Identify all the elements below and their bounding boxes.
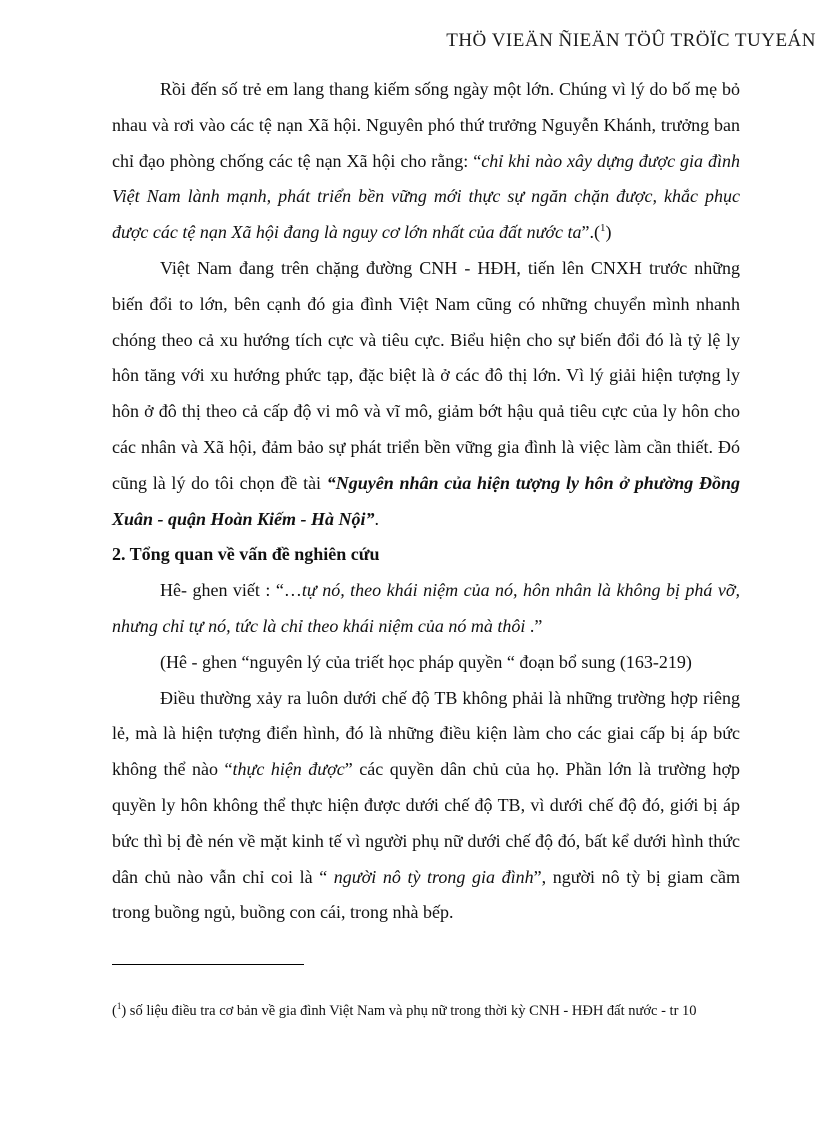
- text-span: ”, người nô tỳ bị giam cầm trong buồng ngủ, buồng con cái, trong nhà bếp.: [112, 866, 740, 923]
- text-span: Điều thường xảy ra luôn dưới chế độ TB không phải là những trường hợp riêng lẻ, mà là hiện tượng điển hình, đó là những điều kiện làm cho các giai cấp bị áp bức không thể nào “: [112, 687, 740, 780]
- text-span: .”: [525, 615, 543, 636]
- text-span: Việt Nam đang trên chặng đường CNH - HĐH, tiến lên CNXH trước những biến đổi to lớn, bên cạnh đó gia đình Việt Nam cũng có những chuyển mình nhanh chóng theo cả xu hướng tích cực và tiêu cực. Biểu hiện cho sự biến đổi đó là tỷ lệ ly hôn tăng với xu hướng phức tạp, đặc biệt là ở các đô thị lớn. Vì lý giải hiện tượng ly hôn ở đô thị theo cả cấp độ vi mô và vĩ mô, giảm bớt hậu quả tiêu cực của ly hôn cho các nhân và Xã hội, đảm bảo sự phát triển bền vững gia đình là việc làm cần thiết. Đó cũng là lý do tôi chọn đề tài: [112, 257, 740, 493]
- text-span: ” các quyền dân chủ của họ. Phần lớn là trường hợp quyền ly hôn không thể thực hiện được dưới chế độ TB, vì dưới chế độ đó, giới bị áp bức thì bị đè nén về mặt kinh tế vì người phụ nữ dưới chế độ đó, bất kể dưới hình thức dân chủ nào vẫn chỉ coi là “: [112, 759, 741, 887]
- section-heading: 2. Tổng quan về vấn đề nghiên cứu: [112, 544, 380, 565]
- emphasis-italic: người nô tỳ trong gia đình: [333, 866, 534, 887]
- footnote-text: ) số liệu điều tra cơ bản về gia đình Việt Nam và phụ nữ trong thời kỳ CNH - HĐH đất nước - tr 10: [121, 1003, 697, 1019]
- footnote: [112, 1000, 744, 1022]
- quote-italic: tự nó, theo khái niệm của nó, hôn nhân là không bị phá vỡ, nhưng chỉ tự nó, tức là chỉ theo khái niệm của nó mà thôi: [112, 580, 741, 636]
- emphasis-italic: thực hiện được: [232, 759, 345, 780]
- text-span: Hê- ghen viết : “…: [160, 580, 302, 601]
- quote-italic: chỉ khi nào xây dựng được gia đình Việt Nam lành mạnh, phát triển bền vững mới thực sự ngăn chặn được, khắc phục được các tệ nạn Xã hội đang là nguy cơ lớn nhất của đất nước ta: [112, 150, 740, 243]
- paragraph-hegel-quote: [112, 573, 740, 645]
- footnote-separator: [112, 964, 304, 965]
- paragraph-capitalism: [112, 681, 740, 932]
- paragraph-street-children: [112, 72, 740, 251]
- text-span: .: [374, 508, 380, 529]
- thesis-title: “Nguyên nhân của hiện tượng ly hôn ở phường Đồng Xuân - quận Hoàn Kiếm - Hà Nội”: [112, 472, 741, 529]
- paragraph-topic-rationale: [112, 251, 740, 537]
- text-span: ): [605, 222, 612, 243]
- footnote-mark: 1: [116, 1001, 122, 1012]
- text-span: Rồi đến số trẻ em lang thang kiếm sống ngày một lớn. Chúng vì lý do bố mẹ bỏ nhau và rơi vào các tệ nạn Xã hội. Nguyên phó thứ trưởng Nguyễn Khánh, trưởng ban chỉ đạo phòng chống các tệ nạn Xã hội cho rằng: “: [112, 79, 740, 171]
- page-header: THÖ VIEÄN ÑIEÄN TÖÛ TRÖÏC TUYEÁN: [446, 30, 816, 51]
- paragraph-citation: (Hê - ghen “nguyên lý của triết học pháp quyền “ đoạn bổ sung (163-219): [160, 651, 692, 672]
- footnote-reference[interactable]: 1: [599, 222, 606, 235]
- text-span: ”.(: [581, 222, 600, 243]
- body-text: [112, 72, 740, 931]
- footnote-open: (: [112, 1003, 117, 1019]
